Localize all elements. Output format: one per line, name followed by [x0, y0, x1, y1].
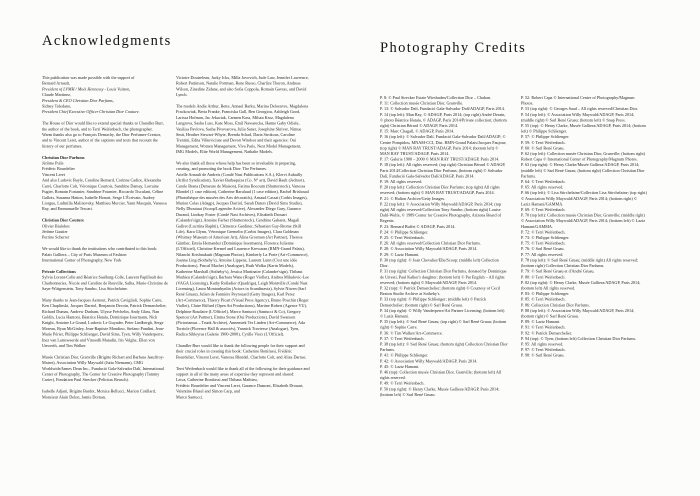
credit-entry: P. 15: Marc Chagall, © ADAGP, Paris 2014.: [380, 129, 455, 134]
text-block: [42, 121, 168, 150]
credit-entry: P. 32 (top): © Patrick Demarchelier; (bottom right) © Courtesy of Cecil Beaton Studio Archive at Sotheby's.: [380, 285, 501, 297]
block-heading: Christian Dior Couture: [42, 218, 84, 223]
text-line: Leica, Catherine Bonifassi and Thibaut Mathieu,: [176, 377, 258, 383]
credit-entry: P. 41: © Philippe Schlienger.: [380, 353, 429, 358]
text-line: Bernard Arnault,: [42, 81, 71, 86]
acknowledgments-title: Acknowledgments: [42, 33, 172, 49]
text-line: Jérôme Pulis: [42, 161, 64, 166]
block-heading: Private Collections: [42, 269, 76, 274]
credit-entry: P. 76: © Sarl René Gruau.: [521, 246, 565, 252]
credit-entry: P. 29: © Laziz Hamani.: [380, 252, 420, 257]
credit-entry: P. 83: © Philippe Schlienger.: [521, 291, 570, 297]
text-block: [42, 155, 168, 212]
credit-entry: P. 57: © Philippe Schlienger.: [521, 134, 570, 140]
photography-credits-column-2: [521, 95, 647, 358]
text-line: Palais Galliera – City of Paris Museum of Fashion: [42, 252, 127, 257]
credit-entry: P. 38 (top left): © Sarl René Gruau; (bottom right) Collection Christian Dior Parfums.: [380, 341, 508, 353]
block-heading: Christian Dior Parfums: [42, 155, 85, 160]
text-block: [42, 269, 168, 292]
credit-entry: P. 79: © Sarl René Gruau et d'André Gruau.: [521, 269, 595, 274]
text-block: [42, 354, 168, 383]
text-block: [176, 75, 310, 98]
credit-entry: P. 23: Bernard Buffet © ADAGP, Paris 2014.: [380, 224, 456, 229]
credit-entry: P. 31 (top right): Collection Christian Dior Parfums, donated by Dominique de Urresti, Paul Kalker's daughter; (bottom left) © Pat English – All rights reserved; (bottom right) © Maywald/ADAGP, Paris 2014.: [380, 269, 507, 285]
credit-entry: P. 49: © Terri Weifenbach.: [380, 381, 425, 386]
credit-entry: P. 55 (top): © Henry Clarke, Musée Galliera/ADAGP, Paris 2014; (bottom left) © Philippe Schlienger.: [521, 123, 646, 134]
credit-entry: P. 18 (top left): All rights reserved; (top right) Christian Bérard © ADAGP, Paris 2014/Collection Christian Dior Parfums; (bottom right) © Salvador Dalí, Fundació Gala-Salvador Dalí/ADAGP, Paris 2014.: [380, 162, 506, 179]
text-line: Olivier Bialobos: [42, 223, 70, 229]
text-line: Sidney Toledano,: [42, 104, 72, 109]
text-line: Marco Santucci.: [176, 394, 204, 400]
credit-entry: P. 50 (top right): © Henry Clarke, Musée Galliera/ADAGP, Paris 2014; (bottom left) © Sarl René Gruau.: [380, 386, 500, 397]
credit-entry: P. 91: © Terri Weifenbach.: [521, 325, 566, 330]
text-block: [42, 246, 168, 263]
credit-entry: P. 20 (top left): Collection Christian Dior Parfums; (top right) All rights reserved; (bottom right) © MAN RAY TRUST/ADAGP, Paris 2014.: [380, 185, 500, 196]
credit-entry: P. 25: © Terri Weifenbach.: [380, 235, 425, 241]
credit-entry: P. 63 (top right): © Henry Clarke/Musée Galliera/ADAGP, Paris 2014; (middle left) © Sarl René Gruau; (bottom right) Collection Christian Dior Parfums.: [521, 162, 645, 179]
text-block: [176, 343, 310, 360]
credit-entry: P. 35 (top left): © Sarl René Gruau; (top right) © Sarl René Gruau; (bottom right) © Sophie Carre.: [380, 319, 507, 330]
text-line: We would like to thank the institutions who contributed to this book:: [42, 246, 158, 252]
text-line: This publication was made possible with the support of: [42, 75, 135, 80]
credit-entry: P. 86: Collection Christian Dior Parfums.: [521, 302, 590, 308]
credit-entry: P. 69: © Terri Weifenbach.: [521, 207, 566, 213]
text-line: Vincent Leret: [42, 172, 65, 177]
credit-entry: P. 54 (top left): © Association Willy Maywald/ADAGP, Paris 2014; (middle right) © Sarl René Gruau; (bottom left) © Snap Press.: [521, 112, 635, 123]
text-line: The House of Dior would like to extend special thanks to Chandler Burr, the author of the book, and to Terri Weifenbach, the photographer.: [42, 121, 164, 132]
text-line: Claude Martinez,: [42, 92, 72, 98]
photography-credits-title: Photography Credits: [380, 40, 527, 56]
text-block: [176, 104, 310, 155]
credit-entry: P. 85: © Terri Weifenbach.: [521, 297, 566, 302]
text-line: International Center of Photography, New York: [42, 257, 122, 263]
credit-entry: P. 73: © Philippe Schlienger.: [521, 235, 570, 241]
credit-entry: P. 52: Robert Capa © International Center of Photography/Magnum Photos.: [521, 95, 635, 106]
text-line: Victoire Doutreleau, Jacky Ickx, Milla Jovovich, Jude Law, Jennifer Lawrence, Robert Pattinson, Natalie Portman, Rene Russo, Charlize Theron, Andreas Wilson, Zinedine Zidane, and also Sofia Coppola, Romain Gavras, and David Lynch.: [176, 75, 309, 98]
credit-entry: P. 36: © Tim Walker/Art+Commerce.: [380, 330, 443, 336]
text-line: President Chief Executive Officer Christian Dior Couture.: [42, 109, 140, 115]
photography-credits-column-1: [380, 95, 508, 397]
text-line: President of LVMH / Moët Hennessy - Louis Vuitton,: [42, 86, 131, 92]
text-line: Frédéric Bourdelier: [42, 166, 75, 172]
text-block: [42, 389, 168, 400]
text-line: Isabelle Adjani, Brigitte Bardot, Monica Bellucci, Marion Cotillard, Monsieur Alain Delon, Jamie Dornan,: [42, 389, 156, 400]
text-line: Warm thanks also go to François Demachy, the Dior Perfumer-Creator, and to Vincent Leret, author of the captions and texts that recount the history of our perfumes.: [42, 132, 162, 149]
credit-entry: P. 70 (top left): Collection musée Christian Dior, Granville; (middle right) © Association Willy Maywald/ADAGP, Paris 2014; (bottom left) © Laziz Hamani/GAMMA.: [521, 213, 646, 229]
credit-entry: P. 75: © Terri Weifenbach.: [521, 241, 566, 246]
credit-entry: P. 92: © Patrick Demarchelier.: [521, 330, 573, 336]
credit-entry: P. 95: All rights reserved.: [521, 341, 564, 347]
credit-entry: P. 16 (top left): © Salvador Dalí, Fundació Gala-Salvador Dalí/ADAGP; © Centre Pompidou, MNAM-CCI, Dist. RMN-Grand Palais/Jacques Faujour; (top right) © MAN RAY TRUST/ADAGP, Paris 2014; (bottom left) © MAN RAY TRUST/ADAGP, Paris 2014.: [380, 134, 507, 157]
credit-entry: P. 42: © Association Willy Maywald/ADAGP, Paris 2014.: [380, 358, 478, 364]
credit-entry: P. 77: All rights reserved.: [521, 252, 564, 257]
credit-entry: P. 13: © Salvador Dalí, Fundació Gala-Salvador Dalí/ADAGP, Paris 2014.: [380, 106, 505, 112]
credit-entry: P. 53 (top right): © Georges Saad – All rights reserved/Christian Dior.: [521, 106, 638, 112]
text-line: The models Andie Arthur, Bette, Annael Barku, Marina Deloeuvre, Magdalena Frackowiak, Berta Franke, Franciska Gall, Ben Georgiou, Ashleigh Good, Larissa Hofman, Jac Jekaciak, Carmen Kass, Miluta Kroz, Magdalena Langrova, Sasha Luss, Kate Moss, Emil Nawarecka, Hanne Gaby Odiele, Vasilisa Pavlova, Sasha Pivovarova, Julia Saner, Josephine Skriver, Nimue Smit, Heather Stewart-Whyte, Brenda Schad, Daria Strokous, Caroline Trentini, Edita Vilkeviciute and Devon Windsor and their agencies: Oui Management, Women Management, Viva Paris, Next Model Management, IMG Models, Elite World Management, Nathalie Models.: [176, 104, 309, 155]
credit-entry: P. 60: © Sarl René Gruau.: [521, 145, 565, 151]
credit-entry: P. 8: © Paul Strecker Estate Wiesbaden/Collection Dior – Chaban.: [380, 95, 491, 100]
credit-entry: P. 19: All rights reserved.: [380, 179, 423, 185]
credit-entry: P. 88 (top left): © Association Willy Maywald/ADAGP, Paris 2014; (bottom right) © Sarl René Gruau.: [521, 308, 635, 319]
credit-entry: P. 11: Collection musée Christian Dior, Granville.: [380, 101, 464, 106]
credit-entry: P. 30 (top right): © Jean Chevalier/Elle/Scoop; (middle left) Collection Dior.: [380, 257, 499, 269]
credit-entry: P. 37: © Terri Weifenbach.: [380, 336, 425, 341]
credit-entry: P. 64: © Terri Weifenbach.: [521, 179, 566, 185]
text-block: [176, 366, 310, 400]
credit-entry: P. 34 (top right): © Willy Vanderperre/Art Partner Licensing; (bottom left) © Laziz Hamani.: [380, 308, 505, 319]
credit-entry: P. 21: © Hulton Archive/Getty Images.: [380, 196, 446, 201]
credit-entry: P. 59: © Terri Weifenbach.: [521, 140, 566, 145]
credit-entry: P. 89: © Laziz Hamani.: [521, 319, 561, 325]
credit-entry: P. 97: © Terri Weifenbach.: [521, 347, 566, 353]
credit-entry: P. 94 (top): © Tyen; (bottom left) Collection Christian Dior Parfums.: [521, 336, 637, 341]
text-block: [42, 75, 168, 115]
credit-entry: P. 26: All rights reserved/Collection Christian Dior Parfums.: [380, 241, 482, 246]
credit-entry: P. 62 (top left): Collection musée Christian Dior, Granville; (bottom right) Robert Capa © International Center of Photography/Magnum Photos.: [521, 151, 646, 162]
credit-entry: P. 65: All rights reserved.: [521, 185, 564, 190]
credit-entry: P. 28: © Association Willy Maywald/ADAGP, Paris 2014.: [380, 246, 478, 252]
text-line: Chandler Burr would like to thank the following people for their support and their crucial roles in creating this book: Catherine Bonifassi, Frédéric Bourdelier, Vincent Leret, Vanessa Blondel, Charlotte Colt, and Aliza Darnac.: [176, 343, 307, 360]
text-block: [42, 297, 168, 348]
text-line: Sylvia Lorant-Colle and Béatrice Saalburg-Colle, Laurent Papillault des Charbonneries, Nicole and Caroline de Rouville, Salha, Marie-Christine de Sayn-Wittgenstein, Tony Sandro, Lisa Stirchelaine.: [42, 275, 168, 291]
credit-entry: P. 80: © Terri Weifenbach.: [521, 274, 566, 280]
credit-entry: P. 66 (top left): © Lisa Stirchelaine/Collection Lisa Stirchelaine; (top right) © Association Willy Maywald/ADAGP, Paris 2014; (bottom right) © Laziz Hamani/GAMMA.: [521, 190, 647, 207]
credit-entry: P. 14 (top left): Man Ray, © ADAGP, Paris 2014; (top right) André Derain, © photo Béatrice Hatala, © ADAGP, Paris 2014/Private collection; (bottom right) Christian Bérard © ADAGP, Paris 2014.: [380, 112, 507, 129]
credit-entry: P. 72: © Terri Weifenbach.: [521, 229, 566, 235]
credit-entry: P. 24: © Philippe Schlienger.: [380, 229, 429, 235]
credit-entry: P. 98: © Sarl René Gruau.: [521, 353, 565, 358]
text-line: And also Ludovic Bayle, Caroline Bernard, Corinne Cadiot, Alexandra Carré, Charlotte Colt, Véronique Courtois, Sandrine Damay, Lorraine Fugier, Romain Fortanier, Sandrine Fournier, Riccardo Tisculani, Céline Gallois, Susanna Hatton, Isabelle Honart, Serge L'Écrivain, Audrey Liorgue, Ludmilla Malinovsky, Matthieu Mercier, Yann Masquin, Vanessa Ray, and Emmanuelle Tescari.: [42, 178, 167, 212]
text-line: Terri Weifenbach would like to thank all of the following for their guidance and support in all of the many areas of expertise they represent and shared:: [176, 366, 310, 377]
text-line: Many thanks to Jean-Jacques Aernout, Patrick Caviglioli, Sophie Carre, Ken Chaplinski, Jacques Darriol, Benjamin Decoin, Patrick Demarchelier, Richard Dumas, Andrew Durham, Ulysse Fréchelin, Andy Glass, Nan Goldin, Lucia Hantoni, Béatrice Hatala, Dominique Issermann, Nick Knight, Antoine Le Grand, Ludovic Le Guyader, Peter Lindbergh, Serge Moreau, Ryan McGinley, Jean-Baptiste Mondino, Stefano Pandini, Jean-Marie Périer, Philippe Schlienger, David Sims, Tyen, Willy Vanderperre, Inez van Lamsweerde and Vinoodh Matadin, Iris Velghe, Ellen von Unwerth, and Tim Walker.: [42, 297, 167, 348]
text-line: President & CEO Christian Dior Parfums,: [42, 98, 114, 103]
credit-entry: P. 33 (top right): © Philippe Schlienger; (middle left) © Patrick Demarchelier; (bottom right) © Sarl René Gruau.: [380, 297, 487, 308]
credit-entry: P. 22 (top left): © Association Willy Maywald/ADAGP, Paris 2014; (top right) All rights reserved/Collection Tony Sandro; (bottom right) Louise Dahl-Wolfe, © 1989 Center for Creative Photography, Arizona Board of Regents.: [380, 201, 502, 224]
text-block: [42, 218, 168, 241]
credit-entry: P. 78 (top left): © Sarl René Gruau; (middle right) All rights reserved; (bottom right) Collection Christian Dior Parfums.: [521, 257, 639, 269]
acknowledgments-column-1: [42, 75, 168, 400]
text-line: Perrine Scherrer: [42, 235, 70, 240]
text-line: Frédéric Bourdelier and Vincent Leret, Garance Dumont, Elisabeth Drouart, Valentine Blazel and Simon Carp, and: [176, 383, 304, 394]
text-line: Arielle Arnault de Andreis (Condé Nast Publications S.A.), Klervi Aubailly (Artlist Syndication), Xavier Barbaquiza (Co. N° art), David Bault (Jedroot), Carole Brana (Demeure de Maison), Fatima Bocoum (Shutterstock), Vanessa Blondel (1 case edition), Catherine Barulaud (1 case edition), Rachel Brishoual (Photothèque des musées des Arts décoratifs), Arnaud Cassat (Corbis Images), Marion Colas (Adagp), Jacques Darriol, Sarah Duters (David Sims Studio), Nelly Dhoutaut (Scoop/Legendre Active), Alexander Diego Gary, Garance Durand, Lindsay Foster (Condé Nast Archives), Elisabeth Drouart (Calandre'sign), Antoine Farber (Shutterstock), Cendrine Gabaret, Magali Gallret (Lucrtina Raphti), Clémence Gardiner, Sébastien Guy-Brome (Still Life), Kara Glynn, Véronique Gremelin (Corbis Images), Clara Goldman (Whitney Museum of American Art), Alina Grosman (Art Partner), Therese Günther, Emria Hernandez (Dominique Issermann), Florence Julienne (L'Officiel), Christine Kermel and Laurence Krewaran (RMN-Grand Palais), Nilanchi Krishnakutti (Magnum Photos), Kimberly La Porte (Art+Commerce), Joanna Ling (Sotheby's), Antoine Lippens, Laurent Lunn (C'est une idée Productions), Pascal Machet (Analogue), Ruth Walku (Karin Models), Katherine Marshall (Sotheby's), Jessica Martinaire (Calandre'sign), Thibaut Mathieu (Calandre'sign), Barbara Wane (Roger Viollet), Andrea Mihalovic-Lee (VAGA Licensing), Kathy Rolladier (Quadriga), Leigh Montville (Condé Nast Licensing), Laura Montonbynlin (Actors in Scandinavia), Sylvie Niwen (Sarl René Gruau), Julien de Fannière Peyrouard (Getty Images), Karl Perez (Art+Commerce), Thierry Picart (Visual Press Agency), Bruno Pouchin (Roger Viollet), Claire Riffard (Open Art Productions), Martine Robert (Agence VU), Delphine Roudaire (L'Officiel), Marco Santucci (Santucci & Co), Gregory Spencer (Art Partner), Emma Stone (Oui Productions), David Swanson (Pictoriamus – Trunk Archive), Annemiek Ter Linden (Art+Commerce), Ada Torriole (Florence Hall & associés), Yannick Traviesse (Analogue), Tyen, Radica Sibleyras (Galerie 1900-2000), Cyrille Viers (L'Officiel).: [176, 172, 309, 337]
text-block: [176, 161, 310, 338]
text-line: Jérôme Gautier: [42, 229, 68, 234]
text-line: We also thank all those whose help has been so invaluable in preparing, creating, and promoting the book Dior: The Perfumes.: [176, 161, 297, 172]
credit-entry: P. 46 (top): Collection musée Christian Dior, Granville; (bottom left) All rights reserved.: [380, 369, 502, 381]
text-line: Musée Christian Dior, Granville (Brigitte Richart and Barbara Jeauffroy-Mairet), Association Willy Maywald (Jutta Niemann), CMG Worldwide/James Dean Inc., Fundació Gala-Salvador Dalí, International Center of Photography, The Center for Creative Photography (Tammy Carter), Fondation Paul Strecker (Felicitas Reusch).: [42, 354, 165, 383]
credit-entry: P. 45: © Laziz Hamani.: [380, 364, 420, 369]
credit-entry: P. 82 (top right): © Henry Clarke, Musée Galliera/ADAGP, Paris 2014; (bottom left) All rights reserved.: [521, 280, 641, 291]
acknowledgments-column-2: [176, 75, 310, 400]
credit-entry: P. 17: Galerie 1900 – 2000 © MAN RAY TRUST/ADAGP, Paris 2014.: [380, 157, 500, 162]
